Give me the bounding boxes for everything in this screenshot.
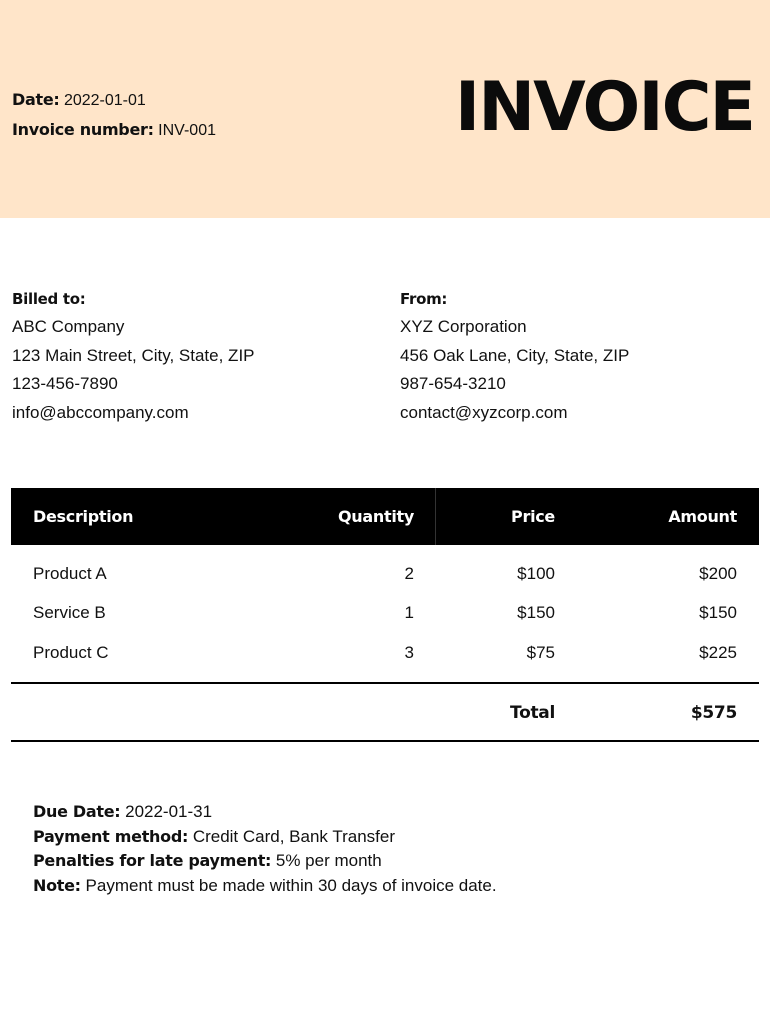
row-amount: $225 [699, 643, 737, 662]
invoice-number-label: Invoice number: [12, 120, 154, 139]
row-amount: $200 [699, 564, 737, 583]
table-row [11, 593, 759, 633]
invoice-number-value: INV-001 [158, 122, 216, 139]
header-price: Price [511, 507, 555, 526]
total-bottom-divider [11, 740, 759, 742]
billed-to-phone: 123-456-7890 [12, 374, 118, 394]
penalties-value: 5% per month [275, 851, 382, 871]
total-value: $575 [690, 703, 737, 723]
table-row [11, 633, 759, 673]
header-amount: Amount [668, 507, 737, 526]
invoice-meta [12, 85, 216, 145]
payment-method-label: Payment method: [33, 826, 189, 846]
date-label: Date: [12, 90, 60, 109]
row-amount: $150 [699, 603, 737, 622]
from-phone: 987-654-3210 [400, 374, 506, 394]
row-description: Product A [33, 564, 107, 583]
row-price: $75 [526, 643, 555, 662]
row-price: $150 [517, 603, 555, 622]
penalties-label: Penalties for late payment: [33, 851, 272, 871]
from-heading: From: [400, 290, 448, 308]
row-price: $100 [517, 564, 555, 583]
billed-to-block [12, 288, 255, 428]
note-row [33, 874, 497, 899]
total-top-divider [11, 682, 759, 684]
payment-method-row [33, 825, 497, 850]
billed-to-heading: Billed to: [12, 290, 86, 308]
row-description: Product C [33, 643, 109, 662]
total-label: Total [510, 703, 555, 723]
from-name: XYZ Corporation [400, 317, 527, 336]
payment-notes [33, 800, 497, 899]
table-header [11, 488, 759, 545]
from-email: contact@xyzcorp.com [400, 403, 568, 423]
penalties-row [33, 849, 497, 874]
payment-method-value: Credit Card, Bank Transfer [192, 826, 396, 846]
row-quantity: 1 [404, 603, 414, 622]
header-divider [435, 488, 436, 545]
due-date-value: 2022-01-31 [125, 802, 213, 821]
header-description: Description [33, 507, 134, 526]
billed-to-address: 123 Main Street, City, State, ZIP [12, 345, 255, 365]
row-quantity: 3 [404, 643, 414, 662]
header-quantity: Quantity [338, 507, 414, 526]
due-date-row [33, 800, 497, 825]
note-label: Note: [33, 876, 81, 896]
table-row [11, 554, 759, 594]
note-value: Payment must be made within 30 days of invoice date. [85, 876, 497, 896]
invoice-number-row [12, 115, 216, 145]
date-row [12, 85, 216, 115]
from-block [400, 288, 629, 428]
row-quantity: 2 [404, 564, 414, 583]
billed-to-name: ABC Company [12, 317, 125, 336]
row-description: Service B [33, 603, 106, 622]
due-date-label: Due Date: [33, 802, 121, 821]
invoice-header [0, 0, 770, 218]
invoice-title: INVOICE [454, 68, 754, 147]
date-value: 2022-01-01 [63, 92, 146, 109]
billed-to-email: info@abccompany.com [12, 403, 189, 423]
from-address: 456 Oak Lane, City, State, ZIP [400, 345, 630, 365]
total-row [11, 686, 759, 740]
